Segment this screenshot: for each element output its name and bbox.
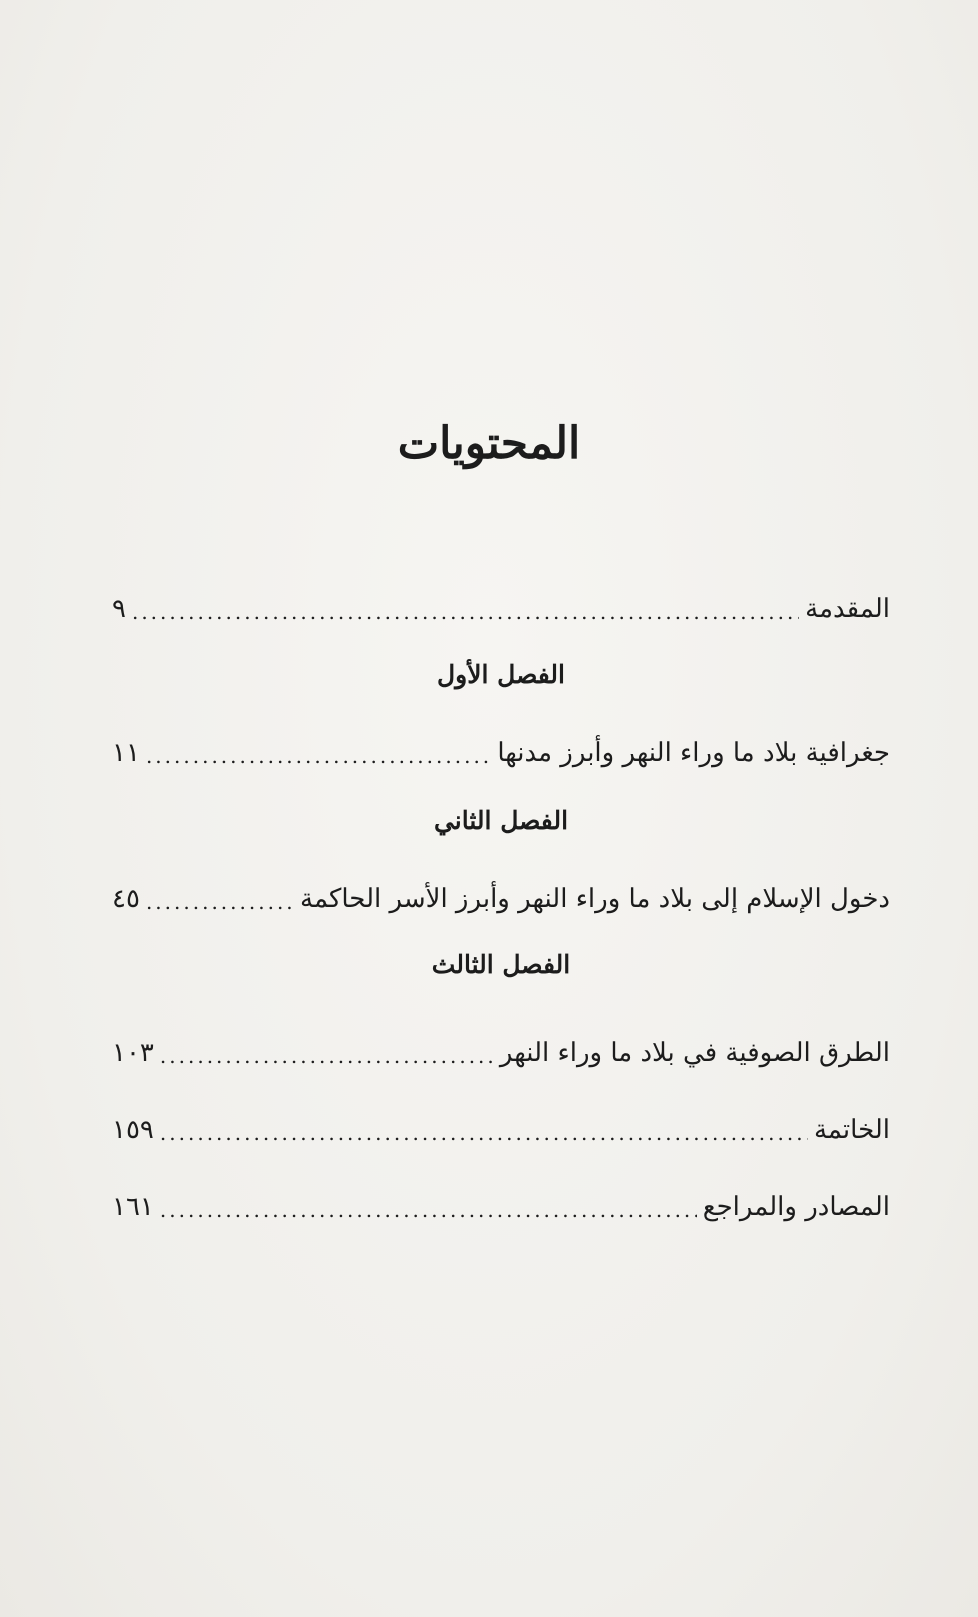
toc-entry-label: المصادر والمراجع xyxy=(702,1192,890,1222)
toc-entry-label: دخول الإسلام إلى بلاد ما وراء النهر وأبرز الأسر الحاكمة xyxy=(300,884,890,914)
chapter-2-heading: الفصل الثاني xyxy=(433,806,569,835)
toc-entry-page-number: ١١ xyxy=(112,738,140,768)
chapter-3-heading: الفصل الثالث xyxy=(431,950,571,979)
toc-entry-label: المقدمة xyxy=(805,594,890,624)
dot-leader xyxy=(132,602,799,622)
toc-entry-label: الطرق الصوفية في بلاد ما وراء النهر xyxy=(499,1038,890,1068)
toc-entry-conclusion[interactable] xyxy=(112,1099,890,1143)
toc-entry-page-number: ٩ xyxy=(112,594,126,624)
chapter-1-heading: الفصل الأول xyxy=(437,660,565,689)
toc-entry-page-number: ٤٥ xyxy=(112,884,140,914)
toc-entry-chapter-2[interactable] xyxy=(112,868,890,912)
dot-leader xyxy=(160,1123,808,1143)
toc-entry-chapter-3[interactable] xyxy=(112,1022,890,1066)
dot-leader xyxy=(160,1200,697,1220)
toc-entry-label: جغرافية بلاد ما وراء النهر وأبرز مدنها xyxy=(497,738,890,768)
toc-entry-introduction[interactable] xyxy=(112,578,890,622)
toc-entry-page-number: ١٦١ xyxy=(112,1192,154,1222)
toc-entry-references[interactable] xyxy=(112,1176,890,1220)
dot-leader xyxy=(146,746,491,766)
dot-leader xyxy=(146,892,294,912)
toc-entry-label: الخاتمة xyxy=(813,1115,890,1145)
page-title: المحتويات xyxy=(397,418,581,469)
dot-leader xyxy=(160,1046,494,1066)
toc-entry-chapter-1[interactable] xyxy=(112,722,890,766)
toc-entry-page-number: ١٥٩ xyxy=(112,1115,154,1145)
toc-entry-page-number: ١٠٣ xyxy=(112,1038,154,1068)
